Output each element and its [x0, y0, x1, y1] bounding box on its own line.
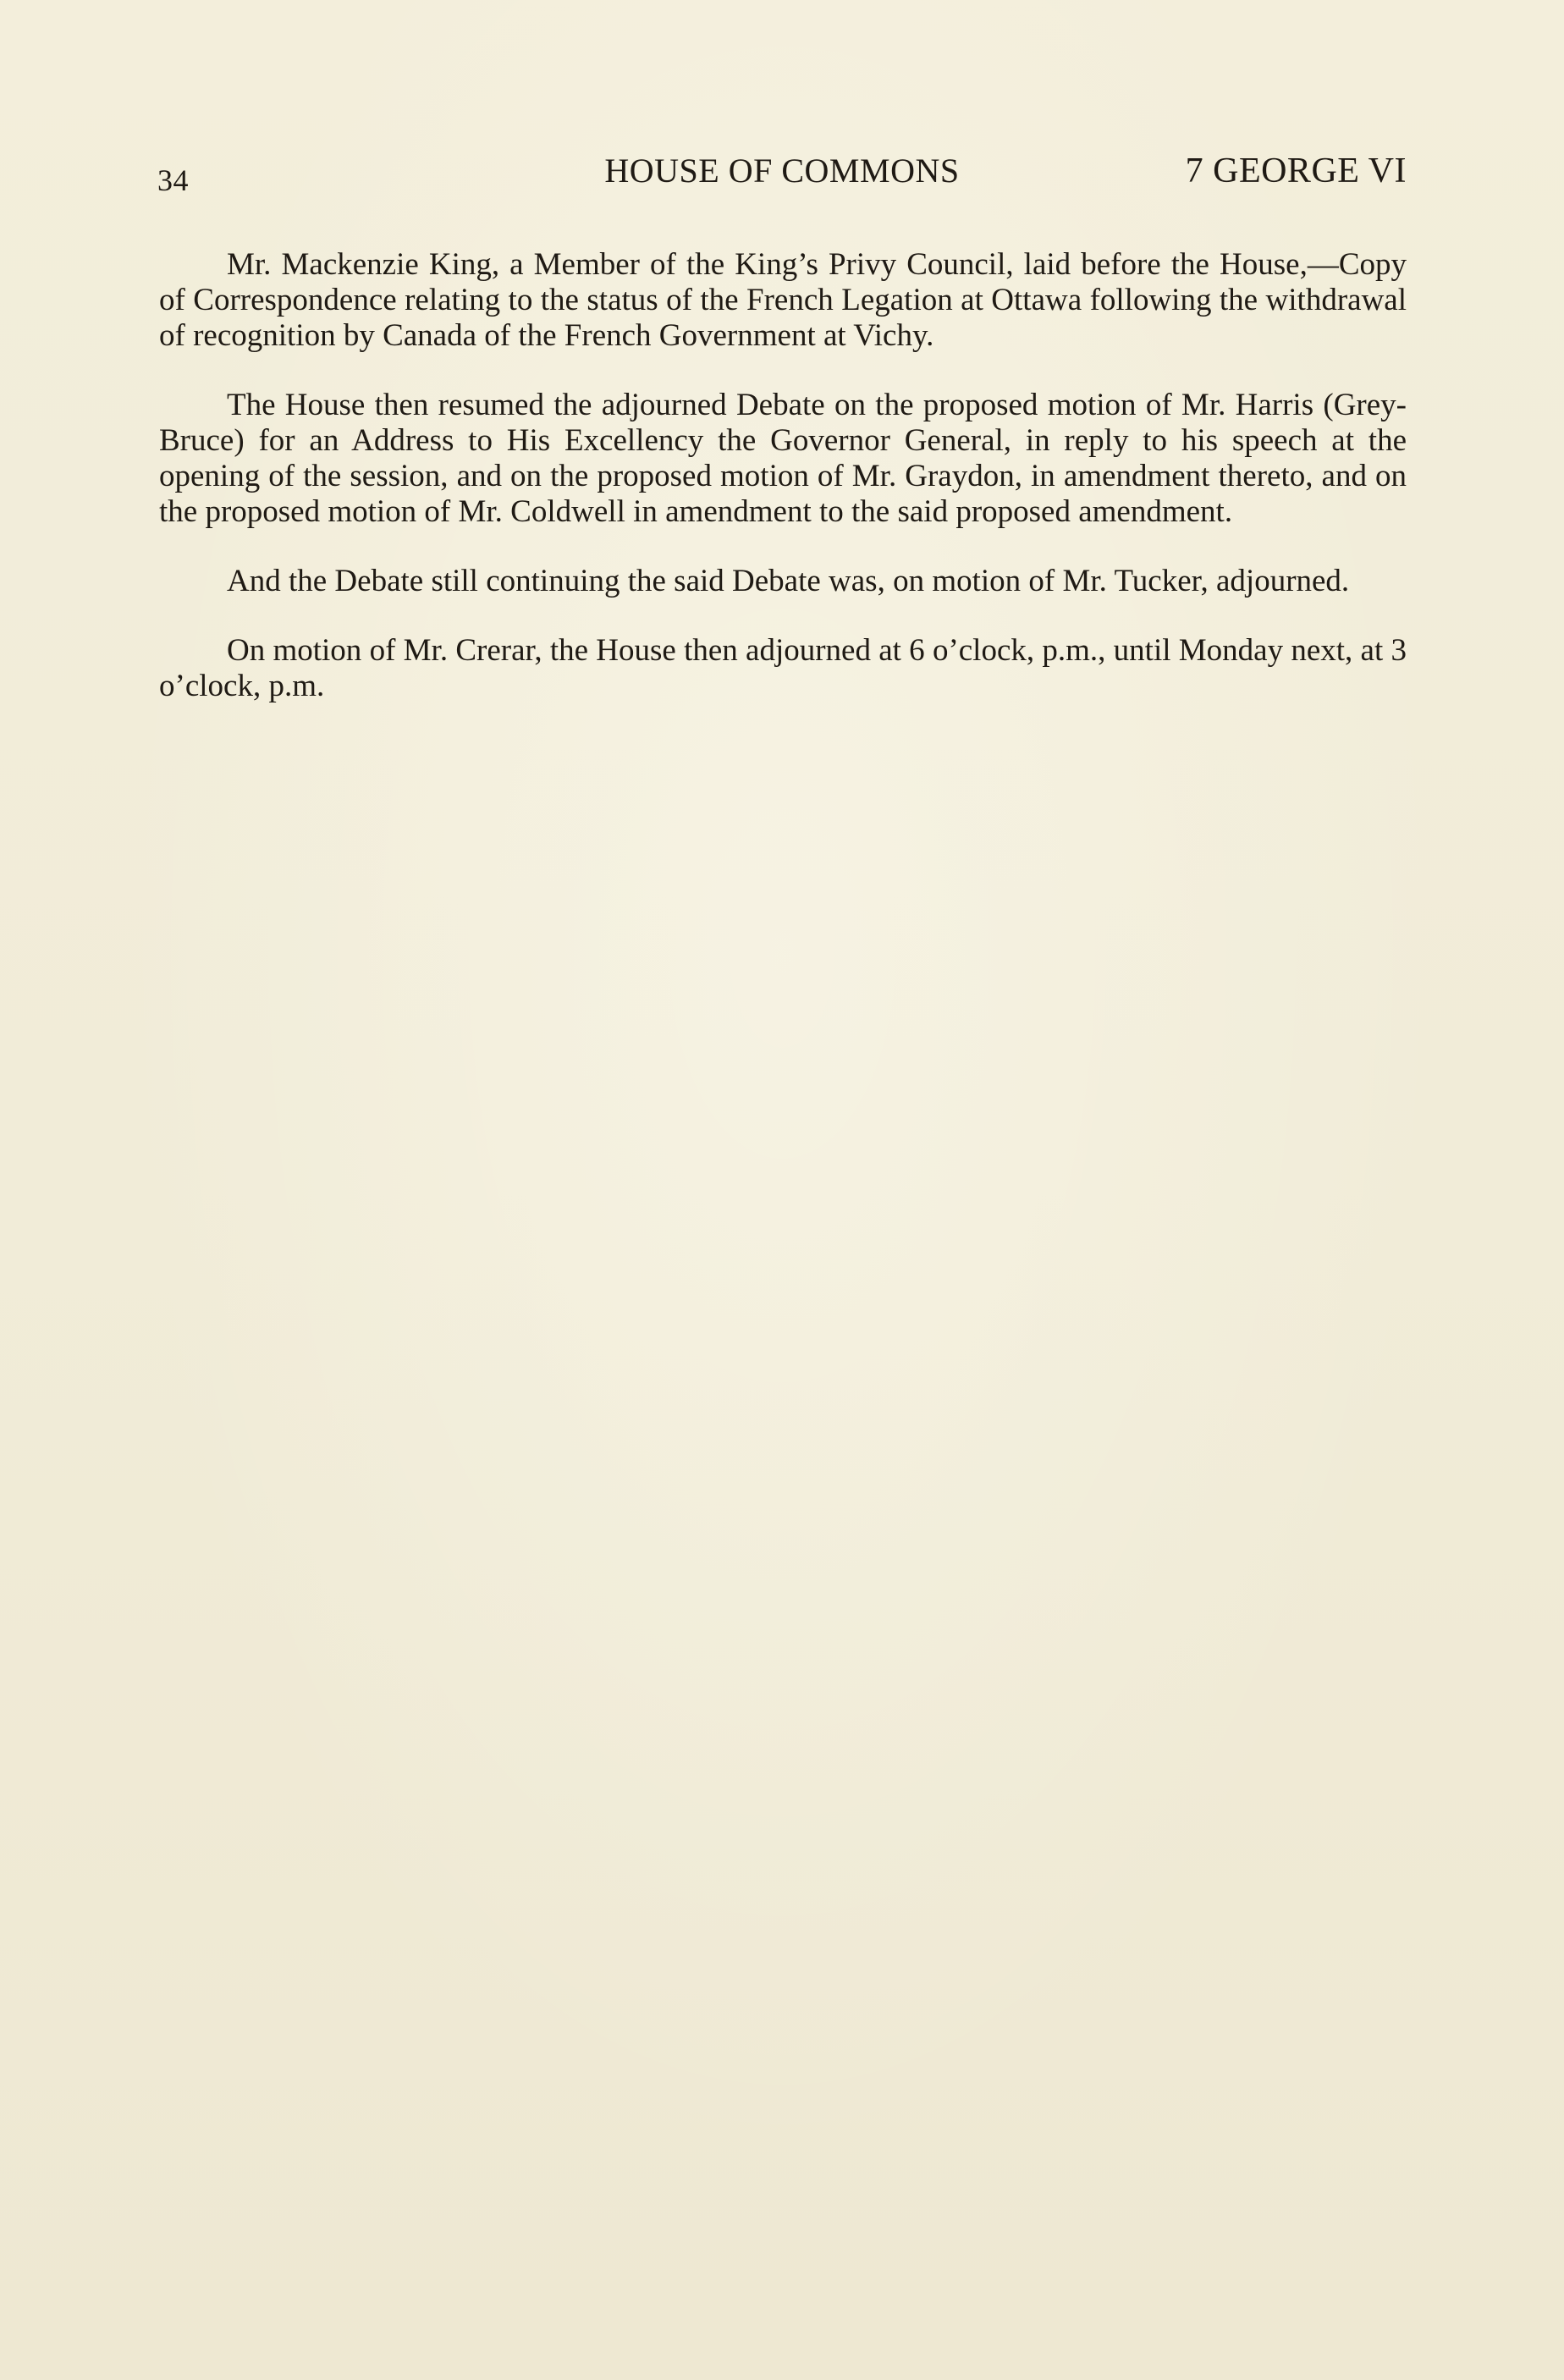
- paragraph-debate-resumed: The House then resumed the adjourned Debate on the proposed motion of Mr. Harris (Grey-Bruce) for an Address to His Excellency the Governor General, in reply to his speech at the opening of the session, and on the proposed motion of Mr. Graydon, in amendment thereto, and on the proposed motion of Mr. Coldwell in amendment to the said proposed amendment.: [159, 388, 1407, 529]
- running-session: 7 GEORGE VI: [1185, 152, 1407, 190]
- running-title: HOUSE OF COMMONS: [604, 152, 960, 190]
- body-text: [159, 247, 1407, 738]
- running-header: [157, 151, 1407, 201]
- paragraph-debate-adjourned: And the Debate still continuing the said Debate was, on motion of Mr. Tucker, adjourned.: [227, 564, 1350, 598]
- paragraph-correspondence: Mr. Mackenzie King, a Member of the King’s Privy Council, laid before the House,—Copy of Correspondence relating to the status of the French Legation at Ottawa following the withdrawal of recognition by Canada of the French Government at Vichy.: [159, 247, 1407, 353]
- paragraph-house-adjourned: On motion of Mr. Crerar, the House then adjourned at 6 o’clock, p.m., until Monday next, at 3 o’clock, p.m.: [159, 633, 1407, 703]
- page-number: 34: [157, 163, 189, 197]
